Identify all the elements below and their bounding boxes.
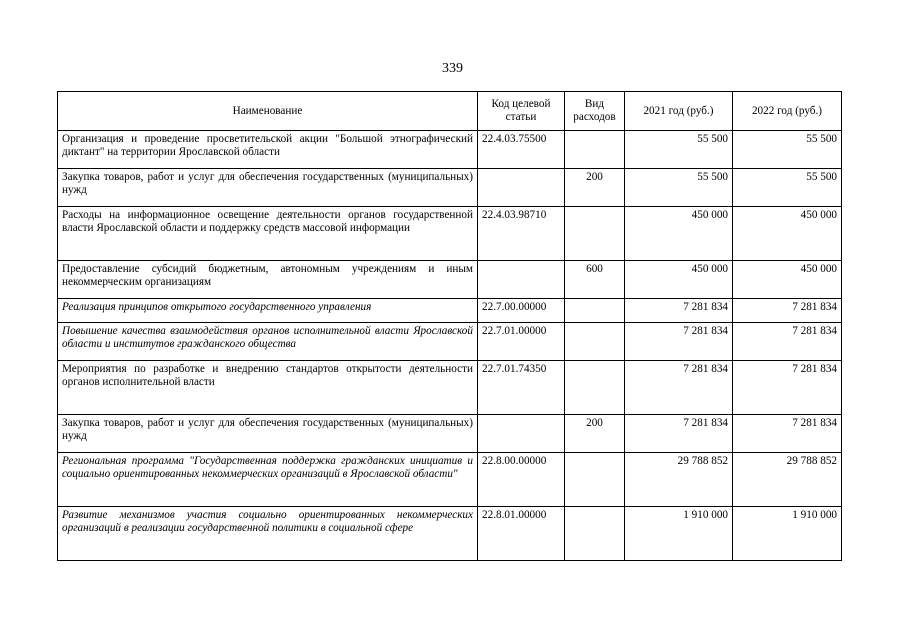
- header-row: [58, 92, 842, 131]
- row-kind: 200: [565, 169, 625, 207]
- row-code: [478, 169, 565, 207]
- row-kind: 200: [565, 415, 625, 453]
- row-2022: 7 281 834: [733, 415, 842, 453]
- row-2021: 29 788 852: [625, 453, 733, 507]
- row-2022: 7 281 834: [733, 299, 842, 323]
- row-code: 22.7.01.00000: [478, 323, 565, 361]
- row-name: Развитие механизмов участия социально ориентированных некоммерческих организаций в реализации государственной политики в социальной сфере: [58, 507, 478, 561]
- row-code: [478, 261, 565, 299]
- table-row: [58, 507, 842, 561]
- row-code: 22.4.03.98710: [478, 207, 565, 261]
- row-code: [478, 415, 565, 453]
- table-row: [58, 169, 842, 207]
- row-2022: 1 910 000: [733, 507, 842, 561]
- table-row: [58, 261, 842, 299]
- row-2021: 7 281 834: [625, 323, 733, 361]
- header-kind: Вид расходов: [565, 92, 625, 131]
- row-kind: [565, 299, 625, 323]
- row-kind: [565, 507, 625, 561]
- row-2022: 55 500: [733, 169, 842, 207]
- row-2022: 55 500: [733, 131, 842, 169]
- row-kind: 600: [565, 261, 625, 299]
- row-kind: [565, 131, 625, 169]
- row-2021: 450 000: [625, 207, 733, 261]
- table-row: [58, 453, 842, 507]
- header-2022: 2022 год (руб.): [733, 92, 842, 131]
- page-number: 339: [442, 61, 463, 76]
- row-2022: 29 788 852: [733, 453, 842, 507]
- row-2021: 55 500: [625, 169, 733, 207]
- table-row: [58, 323, 842, 361]
- row-2022: 7 281 834: [733, 323, 842, 361]
- header-name: Наименование: [58, 92, 478, 131]
- row-2021: 7 281 834: [625, 361, 733, 415]
- row-kind: [565, 323, 625, 361]
- row-name: Организация и проведение просветительской акции "Большой этнографический диктант" на территории Ярославской области: [58, 131, 478, 169]
- header-2021: 2021 год (руб.): [625, 92, 733, 131]
- header-code: Код целевой статьи: [478, 92, 565, 131]
- row-name: Расходы на информационное освещение деятельности органов государственной власти Ярославской области и поддержку средств массовой информации: [58, 207, 478, 261]
- row-name: Закупка товаров, работ и услуг для обеспечения государственных (муниципальных) нужд: [58, 169, 478, 207]
- row-2021: 1 910 000: [625, 507, 733, 561]
- row-kind: [565, 361, 625, 415]
- row-2022: 450 000: [733, 261, 842, 299]
- table-row: [58, 131, 842, 169]
- row-name: Мероприятия по разработке и внедрению стандартов открытости деятельности органов исполнительной власти: [58, 361, 478, 415]
- row-code: 22.8.00.00000: [478, 453, 565, 507]
- row-code: 22.4.03.75500: [478, 131, 565, 169]
- table-row: [58, 361, 842, 415]
- budget-table: [57, 91, 842, 561]
- row-name: Закупка товаров, работ и услуг для обеспечения государственных (муниципальных) нужд: [58, 415, 478, 453]
- row-name: Повышение качества взаимодействия органов исполнительной власти Ярославской области и институтов гражданского общества: [58, 323, 478, 361]
- row-kind: [565, 207, 625, 261]
- row-code: 22.7.01.74350: [478, 361, 565, 415]
- table-row: [58, 299, 842, 323]
- table-row: [58, 415, 842, 453]
- row-2021: 7 281 834: [625, 415, 733, 453]
- table-row: [58, 207, 842, 261]
- row-code: 22.8.01.00000: [478, 507, 565, 561]
- row-2021: 55 500: [625, 131, 733, 169]
- row-2021: 450 000: [625, 261, 733, 299]
- row-code: 22.7.00.00000: [478, 299, 565, 323]
- row-2022: 7 281 834: [733, 361, 842, 415]
- row-name: Реализация принципов открытого государственного управления: [58, 299, 478, 323]
- row-2022: 450 000: [733, 207, 842, 261]
- row-name: Региональная программа "Государственная поддержка гражданских инициатив и социально ориентированных некоммерческих организаций в Ярославской области": [58, 453, 478, 507]
- row-kind: [565, 453, 625, 507]
- row-name: Предоставление субсидий бюджетным, автономным учреждениям и иным некоммерческим организациям: [58, 261, 478, 299]
- row-2021: 7 281 834: [625, 299, 733, 323]
